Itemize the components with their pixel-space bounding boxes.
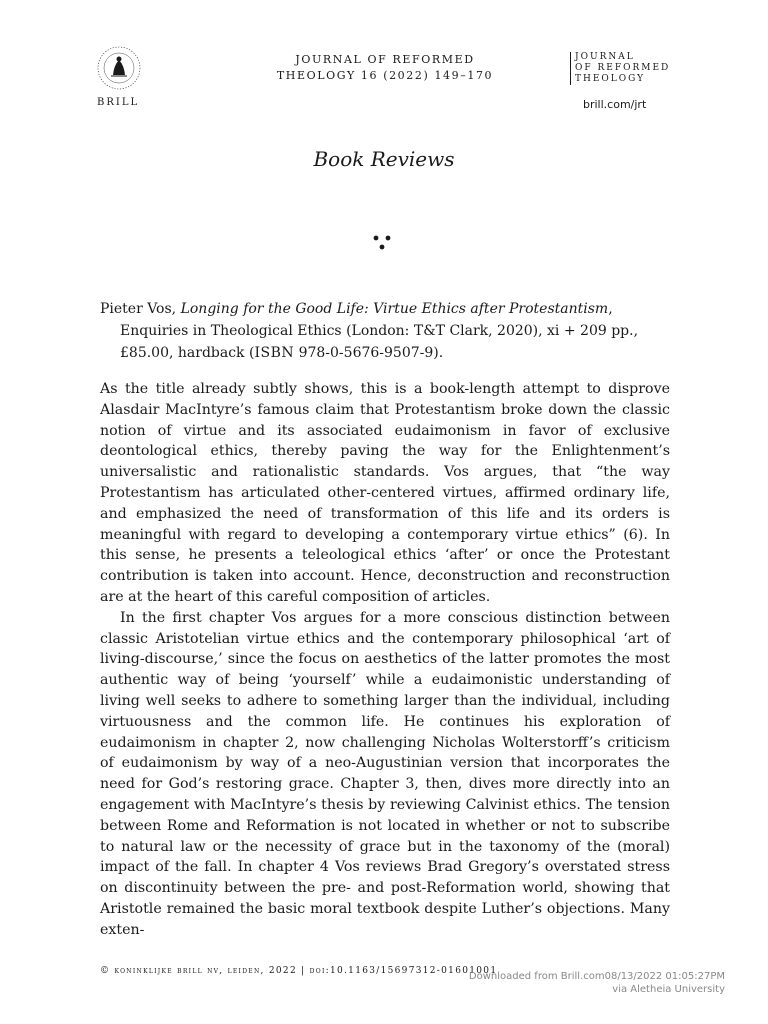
three-dot-ornament-icon — [371, 232, 393, 252]
publisher-name: BRILL — [97, 97, 140, 108]
book-title: Longing for the Good Life: Virtue Ethics after Protestantism — [180, 301, 609, 317]
journal-name: JOURNAL OF REFORMED — [295, 53, 475, 66]
journal-citation-header — [250, 52, 520, 84]
download-watermark-line1: Downloaded from Brill.com08/13/2022 01:05:27PM — [468, 971, 725, 982]
review-author: Pieter Vos, — [100, 301, 177, 317]
copyright-doi-footer: © koninklijke brill nv, leiden, 2022 | doi:10.1163/15697312-01601001 — [100, 966, 498, 976]
review-body — [100, 379, 670, 941]
journal-volume-pages: THEOLOGY 16 (2022) 149–170 — [276, 69, 494, 82]
isbn-number: 978-0-5676-9507-9). — [294, 345, 444, 361]
body-paragraph-1: As the title already subtly shows, this is a book-length attempt to disprove Alasdair MacIntyre’s famous claim that Protestantism broke down the classic notion of virtue and its associated eudaimonism in favor of exclusive deontological ethics, thereby paving the way for the Enlightenment’s universalistic and rationalistic standards. Vos argues, that “the way Protestantism has articulated other-centered virtues, affirmed ordinary life, and emphasized the need of transformation of this life and its orders is meaningful with regard to developing a contemporary virtue ethics” (6). In this sense, he presents a teleological ethics ‘after’ or once the Protestant contribution is taken into account. Hence, deconstruction and reconstruction are at the heart of this careful composition of articles. — [100, 381, 670, 605]
download-watermark — [460, 970, 725, 996]
body-paragraph-2: In the first chapter Vos argues for a more conscious distinction between classic Aristotelian virtue ethics and the contemporary philosophical ‘art of living-discourse,’ since the focus on aesthetics of the latter promotes the most authentic way of being ‘yourself’ while a eudaimonistic understanding of living well seeks to adhere to something larger than the individual, including virtuousness and the common life. He continues his exploration of eudaimonism in chapter 2, now challenging Nicholas Wolterstorff’s criticism of eudaimonism by way of a neo-Augustinian version that incorporates the need for God’s restoring grace. Chapter 3, then, dives more directly into an engagement with MacIntyre’s thesis by reviewing Calvinist ethics. The tension between Rome and Reformation is not located in whether or not to subscribe to natural law or the necessity of grace but in the taxonomy of the (moral) impact of the fall. In chapter 4 Vos reviews Brad Gregory’s overstated stress on discontinuity between the pre- and post-Reformation world, showing that Aristotle remained the basic moral textbook despite Luther’s objections. Many exten- — [100, 609, 670, 938]
citation-details: , Enquiries in Theological Ethics (London: T&T Clark, 2020), xi + 209 pp., £85.00, hardback ( — [120, 301, 639, 361]
journal-logo-line1: JOURNAL — [575, 52, 635, 62]
journal-logo — [570, 52, 705, 85]
isbn-label: ISBN — [254, 345, 295, 361]
brill-seal-logo-icon — [96, 45, 142, 91]
download-watermark-line2: via Aletheia University — [612, 984, 725, 995]
section-title: Book Reviews — [313, 147, 455, 171]
book-citation — [100, 298, 668, 364]
journal-logo-line3: THEOLOGY — [575, 74, 646, 84]
journal-url-link[interactable]: brill.com/jrt — [583, 98, 647, 111]
journal-logo-line2: OF REFORMED — [575, 63, 671, 73]
